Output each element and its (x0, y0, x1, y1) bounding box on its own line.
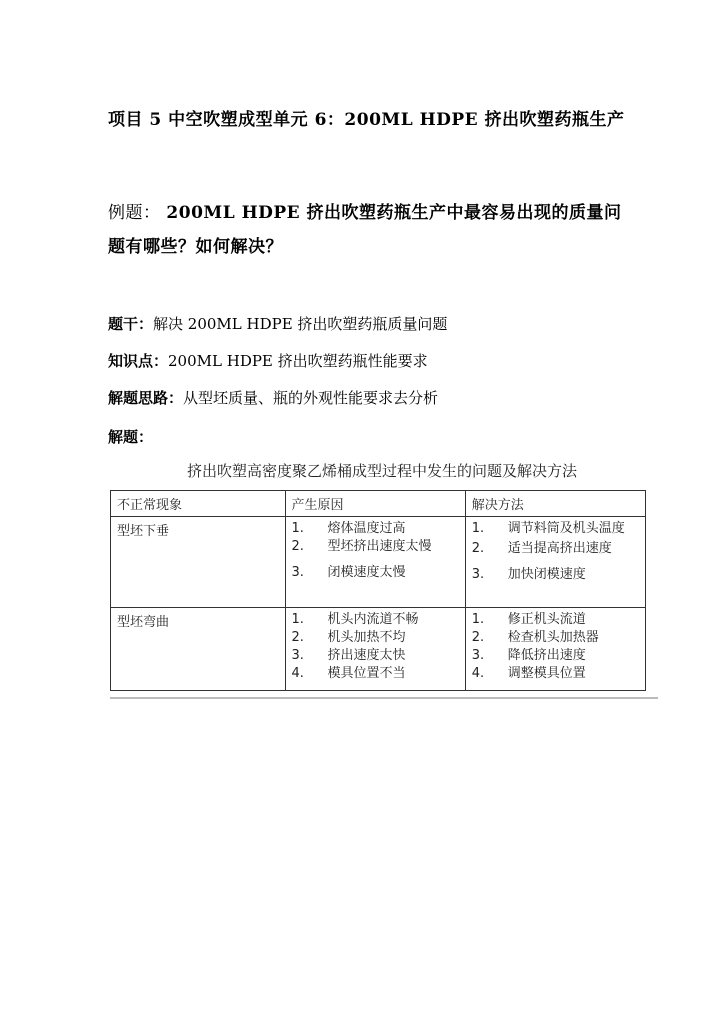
solution-text: 适当提高挤出速度 (507, 541, 612, 556)
cause-item (292, 520, 459, 538)
causes-cell (285, 608, 465, 691)
solutions-cell (465, 608, 645, 691)
cause-number: 1. (291, 521, 304, 536)
solution-text: 加快闭模速度 (507, 567, 586, 582)
solution-item (472, 647, 639, 665)
cause-text: 模具位置不当 (327, 666, 406, 681)
field-stem-key: 题干： (108, 315, 154, 333)
cause-item (292, 647, 459, 665)
phenomenon-cell: 型坯弯曲 (111, 608, 286, 691)
cause-text: 熔体温度过高 (327, 521, 406, 536)
header-phenomenon: 不正常现象 (111, 491, 286, 517)
solution-item (472, 611, 639, 629)
field-knowledge-key: 知识点： (108, 352, 169, 370)
solution-number: 4. (471, 666, 485, 681)
field-solution-key: 解题： (108, 428, 154, 446)
field-approach-key: 解题思路： (108, 389, 184, 407)
field-approach (108, 388, 438, 408)
solution-number: 2. (471, 630, 485, 645)
cause-item (292, 665, 459, 683)
solution-number: 3. (471, 648, 485, 663)
cause-text: 型坯挤出速度太慢 (327, 539, 432, 554)
cause-number: 2. (291, 630, 304, 645)
cause-number: 1. (291, 612, 304, 627)
table-header-row (111, 491, 646, 517)
solution-item (472, 520, 639, 538)
field-stem (108, 314, 447, 334)
solution-text: 调节料筒及机头温度 (507, 521, 625, 536)
solution-number: 1. (471, 521, 485, 536)
table-row (111, 517, 646, 608)
solution-item (472, 629, 639, 647)
cause-text: 机头内流道不畅 (327, 612, 419, 627)
field-stem-value: 解决 200ML HDPE 挤出吹塑药瓶质量问题 (153, 315, 448, 333)
header-cause: 产生原因 (285, 491, 465, 517)
causes-cell (285, 517, 465, 608)
table-row (111, 608, 646, 691)
cause-item (292, 611, 459, 629)
cause-item (292, 564, 459, 582)
field-solution (108, 427, 153, 447)
cause-number: 3. (291, 648, 304, 663)
solution-text: 调整模具位置 (507, 666, 586, 681)
cause-number: 3. (291, 565, 304, 580)
phenomenon-cell: 型坯下垂 (111, 517, 286, 608)
cause-item (292, 538, 459, 556)
cause-text: 挤出速度太快 (327, 648, 406, 663)
field-approach-value: 从型坯质量、瓶的外观性能要求去分析 (183, 389, 439, 407)
solution-number: 3. (471, 567, 485, 582)
header-solution: 解决方法 (465, 491, 645, 517)
example-lead: 例题： (108, 203, 161, 223)
solution-text: 修正机头流道 (507, 612, 586, 627)
problem-table (110, 490, 646, 691)
cause-item (292, 629, 459, 647)
solution-number: 1. (471, 612, 485, 627)
table-bottom-rule (110, 697, 658, 699)
problem-table-wrapper (110, 490, 656, 696)
cause-text: 闭模速度太慢 (327, 565, 406, 580)
solution-text: 降低挤出速度 (507, 648, 586, 663)
field-knowledge (108, 351, 428, 371)
example-question (108, 196, 628, 264)
cause-number: 2. (291, 539, 304, 554)
example-question-text: 200ML HDPE 挤出吹塑药瓶生产中最容易出现的质量问题有哪些？如何解决？ (108, 203, 622, 257)
solution-item (472, 566, 639, 584)
solution-text: 检查机头加热器 (507, 630, 599, 645)
field-knowledge-value: 200ML HDPE 挤出吹塑药瓶性能要求 (168, 352, 428, 370)
solution-number: 2. (471, 541, 485, 556)
solution-item (472, 540, 639, 558)
table-caption: 挤出吹塑高密度聚乙烯桶成型过程中发生的问题及解决方法 (186, 462, 577, 480)
solution-item (472, 665, 639, 683)
cause-text: 机头加热不均 (327, 630, 406, 645)
cause-number: 4. (291, 666, 304, 681)
page-title: 项目 5 中空吹塑成型单元 6：200ML HDPE 挤出吹塑药瓶生产 (108, 110, 625, 130)
solutions-cell (465, 517, 645, 608)
